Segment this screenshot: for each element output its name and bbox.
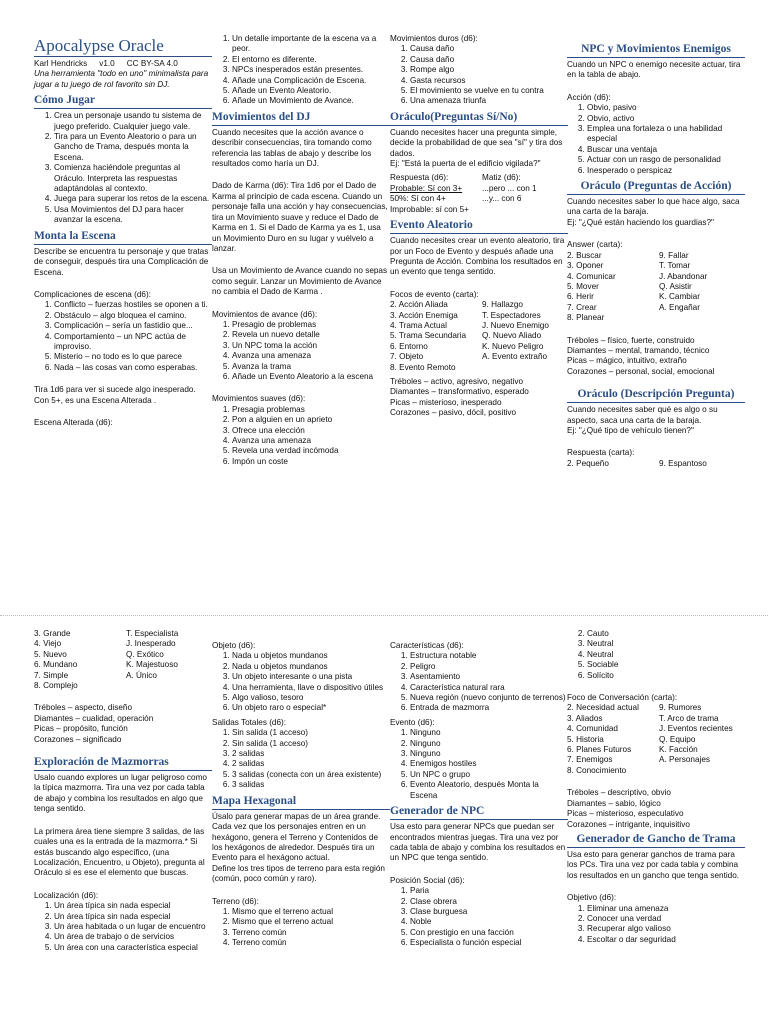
list-item: 6. 3 salidas [232,780,390,790]
table-cell: K. Nuevo Peligro [482,341,544,351]
table-cell: 3. Oponer [567,261,604,271]
table-cell: 5. Nuevo [34,649,67,659]
list-item: 1. Un área típica sin nada especial [54,901,212,911]
table-cell: 5. Mover [567,281,599,291]
objetivo-heading: Objetivo (d6): [567,893,617,903]
descripcion-example: Ej: "¿Qué tipo de vehículo tienen?" [567,425,694,435]
table-cell: 4. Comunicar [567,271,616,281]
list-item: 4. Un área de trabajo o de servicios [54,932,212,942]
list-item: Corazones – significado [34,734,122,744]
answer-table [567,251,745,324]
table-cell: 9. Fallar [659,250,689,260]
table-cell: 9. Espantoso [659,458,707,468]
table-cell [482,363,568,373]
descripcion-text: Cuando necesites saber qué es algo o su aspecto, saca una carta de la baraja. [567,405,718,425]
suaves-heading: Movimientos suaves (d6): [212,394,306,404]
list-item: 4. 2 salidas [232,759,390,769]
table-cell: 6. Entorno [390,341,428,351]
npc-text: Cuando un NPC o enemigo necesite actuar, tira en la tabla de abajo. [567,60,741,80]
list-item: 1. Paria [410,886,568,896]
list-item: Diamantes – cualidad, operación [34,713,154,723]
caracteristicas-list [390,651,568,713]
objeto-heading: Objeto (d6): [212,641,256,650]
palos-list [390,377,568,419]
table-cell: 8. Planear [567,313,605,323]
table-cell [126,681,212,691]
table-cell: T. Espectadores [482,310,541,320]
list-item: 3. Rompe algo [410,65,568,75]
avance-heading: Movimientos de avance (d6): [212,309,318,319]
list-item: 4. Terreno común [232,938,390,948]
list-item: 3. 2 salidas [232,749,390,759]
list-item: 4. Juega para superar los retos de la escena. [54,194,212,204]
table-cell: 6. Planes Futuros [567,745,632,755]
matiz-heading: Matiz (d6): [482,173,521,183]
posicion-heading: Posición Social (d6): [390,875,465,885]
evento-list [390,728,568,801]
list-item: 2. Sin salida (1 acceso) [232,739,390,749]
list-item: 6. Entrada de mazmorra [410,703,568,713]
list-item: 4. Enemigos hostiles [410,759,568,769]
section-monta-escena-title: Monta la Escena [34,230,212,245]
list-item: 2. Mismo que el terreno actual [232,917,390,927]
list-item: 2. Cauto [587,629,745,639]
table-cell: K. Facción [659,745,698,755]
list-item: 4. Añade una Complicación de Escena. [232,76,390,86]
palos-list [567,788,745,830]
section-movimientos-dj-title: Movimientos del DJ [212,111,390,126]
como-jugar-list [34,111,212,225]
tira-text: Tira 1d6 para ver si sucede algo inesperado. Con 5+, es una Escena Alterada . [34,385,196,405]
table-cell: 8. Conocimiento [567,765,627,775]
list-item: Corazones – pasivo, dócil, positivo [390,408,517,418]
escena-alterada-heading: Escena Alterada (d6): [34,417,113,427]
oraculo-example: Ej: "Está la puerta de el edificio vigilada?" [390,159,541,169]
list-item: 2. Causa daño [410,55,568,65]
respuesta-heading: Respuesta (d6): [390,173,449,183]
column-3-bottom [390,641,568,953]
list-item: 5. Añade un Evento Aleatorio. [232,86,390,96]
section-npc-title: NPC y Movimientos Enemigos [567,43,745,58]
list-item: 6. Añade un Evento Aleatorio a la escena [232,372,390,382]
table-cell: J. Abandonar [659,271,708,281]
posicion-list [390,886,568,948]
list-item: 5. Algo valioso, tesoro [232,693,390,703]
objeto-list [212,651,390,713]
list-item: 4. Avanza una amenaza [232,436,390,446]
list-item: 1. Sin salida (1 acceso) [232,728,390,738]
table-cell: 6. Herir [567,292,594,302]
section-gancho-title: Generador de Gancho de Trama [567,833,745,848]
list-item: Picas – misterioso, inesperado [390,397,502,407]
terreno-heading: Terreno (d6): [212,896,259,906]
table-cell: T. Tomar [659,261,691,271]
focos-table [390,300,568,373]
list-item: 1. Presagio de problemas [232,320,390,330]
list-item: 1. Estructura notable [410,651,568,661]
monta-escena-text: Describe se encuentra tu personaje y que tratas de conseguir, después tira una Complicación de Escena. [34,246,209,277]
oraculo-text: Cuando necesites hacer una pregunta simple, decide la probabilidad de que sea "sí" y tira dos dados. [390,127,563,158]
mazmorras-text-2: La primera área tiene siempre 3 salidas, de las cuales una es la entrada de la mazmorra.* Si estás buscando algo específico, (una Localización, Encuentro, u Objeto), pregunta al Oráculo si es ese el elemento que buscas. [34,826,205,878]
table-cell: 2. Necesidad actual [567,703,639,713]
table-cell: A. Único [126,670,157,680]
list-item: Tréboles – aspecto, diseño [34,703,133,713]
list-item: 3. Ninguno [410,749,568,759]
section-oraculo-accion-title: Oráculo (Preguntas de Acción) [567,180,745,195]
list-item: 1. Eliminar una amenaza [587,904,745,914]
table-cell: 5. Trama Secundaria [390,331,467,341]
table-cell: Q. Exótico [126,649,164,659]
list-item: 3. Un área habitada o un lugar de encuentro [54,922,212,932]
table-cell: 4. Comunidad [567,724,618,734]
table-cell: 2. Buscar [567,250,602,260]
page-divider [0,615,768,616]
table-cell [659,313,745,323]
list-item: 5. Avanza la trama [232,362,390,372]
list-item: 2. Clase obrera [410,897,568,907]
list-item: 2. Un área típica sin nada especial [54,912,212,922]
column-4-bottom [567,629,745,949]
complicaciones-list [34,300,212,373]
table-cell: 8. Evento Remoto [390,362,456,372]
list-item: 2. El entorno es diferente. [232,55,390,65]
list-item: 4. Comportamiento – un NPC actúa de improviso. [54,332,212,353]
list-item: 3. Complicación – sería un fastidio que... [54,321,212,331]
section-evento-title: Evento Aleatorio [390,219,568,234]
section-como-jugar-title: Cómo Jugar [34,94,212,109]
list-item: 6. Una amenaza triunfa [410,96,568,106]
complicaciones-heading: Complicaciones de escena (d6): [34,289,151,299]
escena-alterada-list [212,34,390,107]
list-item: Tréboles – físico, fuerte, construido [567,335,695,345]
hexagonal-text-2: Define los tres tipos de terreno para esta región (común, poco común y raro). [212,863,385,884]
credits-line [34,59,212,69]
accion-heading: Acción (d6): [567,92,611,102]
list-item: Diamantes – sabio, lógico [567,798,661,808]
table-cell: A. Engañar [659,302,700,312]
list-item: 1. Obvio, pasivo [587,103,745,113]
movimientos-dj-text: Cuando necesites que la acción avance o describir consecuencias, tira tomando como referencia las tablas de abajo y describe los resultados como haría un DJ. [212,127,372,169]
list-item: 1. Ninguno [410,728,568,738]
list-item: Picas – propósito, función [34,724,128,734]
table-cell: 2. Acción Aliada [390,300,448,310]
dado-karma-text: Dado de Karma (d6): Tira 1d6 por el Dado de Karma al principio de cada escena. Cuando un personaje falla una acción y hay consecuencias, tira un Movimiento suave y reduce el Dado de Karma en 1. Si el Dado de Karma ya es 1, usa un Movimiento Duro en su lugar y vuélvelo a lanzar. [212,181,388,253]
table-cell: 7. Objeto [390,352,424,362]
list-item: 5. Revela una verdad incómoda [232,446,390,456]
list-item: 1. Presagia problemas [232,405,390,415]
table-cell: K. Cambiar [659,292,700,302]
list-item: 6. Evento Aleatorio, después Monta la Escena [410,780,568,801]
respuesta-heading: Respuesta (carta): [567,448,635,458]
list-item: 5. 3 salidas (conecta con un área existente) [232,770,390,780]
table-cell: 7. Simple [34,670,69,680]
duros-list [390,44,568,106]
table-cell: J. Inesperado [126,639,176,649]
list-item: 1. Nada u objetos mundanos [232,651,390,661]
table-cell: 3. Grande [34,629,71,638]
table-cell: Q. Nuevo Aliado [482,331,542,341]
foco-conversacion-heading: Foco de Conversación (carta): [567,693,678,703]
column-1-bottom [34,629,212,957]
prob-row: Improbable: sí con 5+ [390,204,469,214]
list-item: 4. Escoltar o dar seguridad [587,935,745,945]
oraculo-table [390,173,568,215]
column-1-top [34,32,212,432]
oraculo-accion-text: Cuando necesites saber lo que hace algo, saca una carta de la baraja. [567,197,740,217]
gancho-text: Usa esto para generar ganchos de trama para los PCs. Tira una vez por cada tabla y combina los resultados en un gancho que tenga sentido. [567,849,740,880]
list-item: 5. El movimiento se vuelve en tu contra [410,86,568,96]
author: Karl Hendricks [34,59,88,68]
column-4-top [567,40,745,473]
list-item: Picas – mágico, intuitivo, extraño [567,356,687,366]
table-cell: T. Especialista [126,629,179,638]
list-item: 2. Obstáculo – algo bloquea el camino. [54,311,212,321]
list-item: 6. Inesperado o perspicaz [587,166,745,176]
tagline: Una herramienta "todo en uno" minimalista para jugar a tu juego de rol favorito sin DJ. [34,69,209,89]
column-3-top [390,34,568,419]
table-cell [659,766,745,776]
list-item: 4. Característica natural rara [410,683,568,693]
section-oraculo-title: Oráculo(Preguntas Sí/No) [390,111,568,126]
list-item: 1. Mismo que el terreno actual [232,907,390,917]
list-item: Picas – misterioso, especulativo [567,809,684,819]
list-item: 4. Una herramienta, llave o dispositivo útiles [232,683,390,693]
list-item: Tréboles – descriptivo, obvio [567,788,671,798]
list-item: 5. Sociable [587,660,745,670]
focos-heading: Focos de evento (carta): [390,289,479,299]
list-item: 6. Especialista o función especial [410,938,568,948]
column-2-bottom [212,641,390,953]
table-cell: 7. Crear [567,302,597,312]
table-cell: K. Majestuoso [126,660,178,670]
list-item: 2. Pon a alguien en un aprieto [232,415,390,425]
localizacion-heading: Localización (d6): [34,890,99,900]
section-descripcion-title: Oráculo (Descripción Pregunta) [567,388,745,403]
section-hexagonal-title: Mapa Hexagonal [212,795,390,810]
accion-list [567,103,745,176]
list-item: 3. Ofrece una elección [232,426,390,436]
palos-list [34,703,212,745]
list-item: 4. Buscar una ventaja [587,145,745,155]
matiz-row: ...y... con 6 [482,194,522,204]
list-item: 5. Nueva región (nuevo conjunto de terrenos) [410,693,568,703]
list-item: 5. Con prestigio en una facción [410,928,568,938]
list-item: 3. Neutral [587,639,745,649]
table-cell: Q. Asistir [659,281,692,291]
version: v1.0 [99,59,115,68]
column-2-top [212,34,390,471]
list-item: 1. Crea un personaje usando tu sistema de juego preferido. Cualquier juego vale. [54,111,212,132]
list-item: 5. Un área con una característica especial [54,943,212,953]
table-cell: 5. Historia [567,734,604,744]
table-cell: T. Arco de trama [659,713,719,723]
section-generador-npc-title: Generador de NPC [390,805,568,820]
doc-title: Apocalypse Oracle [34,36,212,57]
list-item: 2. Revela un nuevo detalle [232,330,390,340]
list-item: 3. Comienza haciéndole preguntas al Oráculo. Interpreta las respuestas adaptándolas al contexto. [54,163,212,194]
table-cell: 3. Aliados [567,713,603,723]
matiz-row: ...pero ... con 1 [482,183,537,193]
list-item: Tréboles – activo, agresivo, negativo [390,376,524,386]
list-item: 4. Avanza una amenaza [232,351,390,361]
list-item: 3. Clase burguesa [410,907,568,917]
table-cell: 8. Complejo [34,681,78,691]
list-item: 5. Misterio – no todo es lo que parece [54,352,212,362]
caracteristicas-heading: Características (d6): [390,641,464,650]
actitud-list [567,629,745,681]
list-item: 1. Un detalle importante de la escena va a peor. [232,34,390,55]
list-item: Corazones – intrigante, inquisitivo [567,819,690,829]
list-item: 2. Ninguno [410,739,568,749]
table-cell: 3. Acción Enemiga [390,310,458,320]
list-item: 3. Terreno común [232,928,390,938]
prob-row: Probable: Sí con 3+ [390,183,463,193]
list-item: 4. Neutral [587,650,745,660]
avance-list [212,320,390,382]
list-item: Diamantes – transformativo, esperado [390,387,529,397]
list-item: Corazones – personal, social, emocional [567,366,715,376]
avance-text: Usa un Movimiento de Avance cuando no sepas como seguir. Lanzar un Movimiento de Avance no cambia el Dado de Karma . [212,266,388,297]
salidas-heading: Salidas Totales (d6): [212,717,287,727]
table-cell: 6. Mundano [34,660,78,670]
generador-npc-text: Usa esto para generar NPCs que puedan ser encontrados mientras juegas. Tira una vez por cada tabla de abajo y combina los resultados en un NPC que tenga sentido. [390,822,566,863]
evento-text: Cuando necesites crear un evento aleatorio, tira por un Foco de Evento y después añade una Pregunta de Acción. Combina los resultados en un evento que tenga sentido. [390,236,565,277]
mazmorras-text: Usalo cuando explores un lugar peligroso como la típica mazmorra. Tira una vez por cada tabla de abajo y combina los resultados en algo que tenga sentido. [34,773,207,814]
hexagonal-text: Úsalo para generar mapas de un área grande. Cada vez que los personajes entren en un hexágono, genera el Terreno y Contenidos de los hexágonos de alrededor. Después tira un Evento para el hexágono actual. [212,811,381,863]
list-item: 4. Noble [410,917,568,927]
section-mazmorras-title: Exploración de Mazmorras [34,756,212,771]
suaves-list [212,405,390,467]
list-item: 3. Emplea una fortaleza o una habilidad especial [587,124,745,145]
list-item: 1. Conflicto – fuerzas hostiles se oponen a ti. [54,300,212,310]
list-item: 2. Tira para un Evento Aleatorio o para un Gancho de Trama, después monta la Escena. [54,132,212,163]
list-item: 4. Gasta recursos [410,76,568,86]
license: CC BY-SA 4.0 [126,59,178,68]
list-item: 2. Peligro [410,662,568,672]
table-cell: A. Personajes [659,755,710,765]
table-cell: 9. Hallazgo [482,300,523,310]
terreno-list [212,907,390,949]
list-item: 6. Impón un coste [232,457,390,467]
table-cell: Q. Equipo [659,734,696,744]
oraculo-accion-example: Ej: "¿Qué están haciendo los guardias?" [567,217,714,227]
salidas-list [212,728,390,790]
list-item: 2. Nada u objetos mundanos [232,662,390,672]
descripcion-cards-table [34,629,212,691]
localizacion-list [34,901,212,953]
table-cell: 2. Pequeño [567,458,609,468]
list-item: 3. Asentamiento [410,672,568,682]
list-item: 3. Un NPC toma la acción [232,341,390,351]
table-cell: 7. Enemigos [567,755,613,765]
prob-row: 50%: Sí con 4+ [390,194,446,204]
table-cell: 9. Rumores [659,703,702,713]
list-item: 1. Causa daño [410,44,568,54]
list-item: 3. Recuperar algo valioso [587,924,745,934]
list-item: 5. Usa Movimientos del DJ para hacer avanzar la escena. [54,205,212,226]
list-item: 6. Un objeto raro o especial* [232,703,390,713]
answer-heading: Answer (carta): [567,240,623,250]
list-item: 6. Añade un Movimiento de Avance. [232,96,390,106]
list-item: 6. Solícito [587,671,745,681]
objetivo-list [567,904,745,946]
table-cell: 4. Trama Actual [390,320,447,330]
list-item: 2. Conocer una verdad [587,914,745,924]
table-cell: A. Evento extraño [482,352,548,362]
list-item: 5. Actuar con un rasgo de personalidad [587,155,745,165]
list-item: Diamantes – mental, tramando, técnico [567,345,710,355]
duros-heading: Movimientos duros (d6): [390,34,478,43]
palos-list [567,336,745,378]
foco-conversacion-table [567,703,745,776]
list-item: 3. Un objeto interesante o una pista [232,672,390,682]
list-item: 5. Un NPC o grupo [410,770,568,780]
evento-heading: Evento (d6): [390,717,435,727]
list-item: 3. NPCs inesperados están presentes. [232,65,390,75]
table-cell: 4. Viejo [34,639,62,649]
table-cell: J. Nuevo Enemigo [482,320,549,330]
respuesta-table [567,459,745,469]
list-item: 6. Nada – las cosas van como esperabas. [54,363,212,373]
table-cell: J. Eventos recientes [659,724,733,734]
list-item: 2. Obvio, activo [587,114,745,124]
